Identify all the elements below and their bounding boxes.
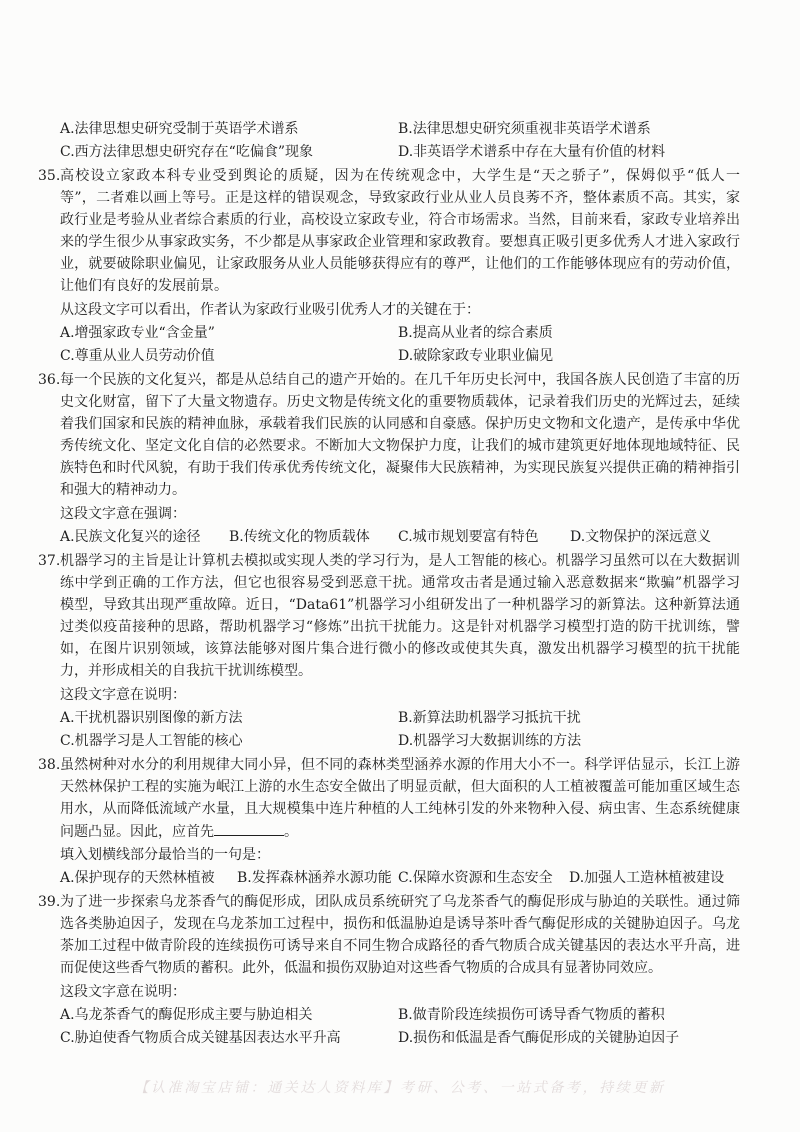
question-37: [38, 550, 740, 752]
option-c: C.保障水资源和生态安全: [398, 870, 553, 886]
option-a: A.保护现存的天然林植被: [60, 870, 215, 886]
stem-line: 如，在图片识别领域，该算法能够对图片集合进行微小的修改或使其失真，激发出机器学习模型的抗干扰能: [60, 641, 740, 657]
question-prompt: 这段文字意在说明：: [60, 687, 186, 703]
question-options: [60, 526, 740, 548]
option-c: C.西方法律思想史研究存在“吃偏食”现象: [60, 144, 313, 160]
stem-line: [60, 820, 740, 842]
question-stem: [60, 550, 740, 682]
stem-line: 让他们有良好的发展前景。: [60, 278, 228, 294]
stem-line: 着我们国家和民族的精神血脉，承载着我们民族的认同感和自豪感。保护历史文物和文化遗产，是传承中华优: [60, 416, 740, 432]
option-a: A.法律思想史研究受制于英语学术谱系: [60, 121, 299, 137]
option-b: B.发挥森林涵养水源功能: [237, 870, 392, 886]
question-stem: [60, 891, 740, 979]
option-d: D.文物保护的深远意义: [570, 529, 712, 545]
question-prompt: 这段文字意在强调：: [60, 506, 186, 522]
question-stem: [60, 369, 740, 501]
option-a: A.民族文化复兴的途径: [60, 529, 201, 545]
stem-line: 等”，二者难以画上等号。正是这样的错误观念，导致家政行业从业人员良莠不齐，整体素质不高。其实，家: [60, 190, 740, 206]
stem-line: 每一个民族的文化复兴，都是从总结自己的遗产开始的。在几千年历史长河中，我国各族人民创造了丰富的历: [60, 372, 740, 388]
option-d: D.加强人工造林植被建设: [569, 870, 725, 886]
stem-line: 机器学习的主旨是让计算机去模拟或实现人类的学习行为，是人工智能的核心。机器学习虽然可以在大数据训: [60, 553, 740, 569]
question-number: 37.: [38, 553, 61, 569]
stem-line: 和强大的精神动力。: [60, 482, 186, 498]
question-number: 39.: [38, 894, 61, 910]
option-d: D.损伤和低温是香气酶促形成的关键胁迫因子: [398, 1030, 680, 1046]
stem-line: 高校设立家政本科专业受到舆论的质疑，因为在传统观念中，大学生是“天之骄子”，保姆似乎“低人一: [60, 168, 740, 184]
option-b: B.提高从业者的综合素质: [398, 325, 553, 341]
option-row: [60, 141, 740, 163]
option-row: [60, 707, 740, 729]
option-d: D.机器学习大数据训练的方法: [398, 733, 582, 749]
question-number: 38.: [38, 757, 61, 773]
stem-line: 而促使这些香气物质的蓄积。此外，低温和损伤双胁迫对这些香气物质的合成具有显著协同效应。: [60, 960, 662, 976]
stem-line: 业，就要破除职业偏见，让家政服务从业人员能够获得应有的尊严，让他们的工作能够体现应有的劳动价值，: [60, 256, 740, 272]
question-34-options: [60, 118, 740, 163]
stem-line: 史文化财富，留下了大量文物遗存。历史文物是传统文化的重要物质载体，记录着我们历史的光辉过去，延续: [60, 394, 740, 410]
fill-in-blank: [214, 820, 284, 836]
option-row: [60, 345, 740, 367]
question-35: [38, 165, 740, 367]
question-prompt: 从这段文字可以看出，作者认为家政行业吸引优秀人才的关键在于：: [60, 302, 480, 318]
stem-line: 秀传统文化、坚定文化自信的必然要求。不断加大文物保护力度，让我们的城市建筑更好地体现地域特征、民: [60, 438, 740, 454]
option-c: C.胁迫使香气物质合成关键基因表达水平升高: [60, 1030, 341, 1046]
option-row: [60, 118, 740, 140]
option-c: C.城市规划要富有特色: [398, 529, 539, 545]
question-options: [60, 867, 740, 889]
option-d: D.非英语学术谱系中存在大量有价值的材料: [398, 144, 666, 160]
stem-text-after-blank: 。: [284, 824, 298, 840]
question-39: [38, 891, 740, 1049]
stem-text-before-blank: 问题凸显。因此，应首先: [60, 824, 214, 840]
stem-line: 力，并形成相关的自我抗干扰训练模型。: [60, 663, 312, 679]
question-options: [60, 1004, 740, 1049]
option-row: [60, 867, 740, 889]
question-prompt: 这段文字意在说明：: [60, 984, 186, 1000]
option-b: B.传统文化的物质载体: [229, 529, 370, 545]
question-38: [38, 754, 740, 889]
stem-line: 过类似疫苗接种的思路，帮助机器学习“修炼”出抗干扰能力。这是针对机器学习模型打造的防干扰训练，譬: [60, 619, 740, 635]
stem-line: 族特色和时代风貌，有助于我们传承优秀传统文化，凝聚伟大民族精神，为实现民族复兴提供正确的精神指引: [60, 460, 740, 476]
option-a: A.乌龙茶香气的酶促形成主要与胁迫相关: [60, 1007, 313, 1023]
footer-watermark: 【认准淘宝店铺：通关达人资料库】考研、公考、一站式备考，持续更新: [134, 1080, 666, 1096]
option-c: C.尊重从业人员劳动价值: [60, 348, 215, 364]
question-36: [38, 369, 740, 548]
exam-page: [38, 118, 740, 1049]
question-prompt: 填入划横线部分最恰当的一句是：: [60, 847, 270, 863]
option-d: D.破除家政专业职业偏见: [398, 348, 554, 364]
option-c: C.机器学习是人工智能的核心: [60, 733, 243, 749]
option-b: B.法律思想史研究须重视非英语学术谱系: [398, 121, 651, 137]
stem-line: 来的学生很少从事家政实务，不少都是从事家政企业管理和家政教育。要想真正吸引更多优秀人才进入家政行: [60, 234, 740, 250]
question-stem: [60, 165, 740, 297]
option-row: [60, 1004, 740, 1026]
option-b: B.做青阶段连续损伤可诱导香气物质的蓄积: [398, 1007, 665, 1023]
question-options: [60, 707, 740, 752]
question-options: [60, 322, 740, 367]
stem-line: 用水，从而降低流域产水量，且大规模集中连片种植的人工纯林引发的外来物种入侵、病虫害、生态系统健康: [60, 801, 740, 817]
stem-line: 为了进一步探索乌龙茶香气的酶促形成，团队成员系统研究了乌龙茶香气的酶促形成与胁迫的关联性。通过筛: [60, 894, 740, 910]
stem-line: 虽然树种对水分的利用规律大同小异，但不同的森林类型涵养水源的作用大小不一。科学评估显示，长江上游: [60, 757, 740, 773]
option-row: [60, 322, 740, 344]
stem-line: 选各类胁迫因子，发现在乌龙茶加工过程中，损伤和低温胁迫是诱导茶叶香气酶促形成的关键胁迫因子。乌龙: [60, 916, 740, 932]
option-b: B.新算法助机器学习抵抗干扰: [398, 710, 581, 726]
question-number: 36.: [38, 372, 61, 388]
option-row: [60, 730, 740, 752]
question-number: 35.: [38, 168, 61, 184]
option-a: A.干扰机器识别图像的新方法: [60, 710, 243, 726]
question-stem: [60, 754, 740, 842]
stem-line: 天然林保护工程的实施为岷江上游的水生态安全做出了明显贡献，但大面积的人工植被覆盖可能加重区域生态: [60, 779, 740, 795]
stem-line: 模型，导致其出现严重故障。近日，“Data61”机器学习小组研发出了一种机器学习的新算法。这种新算法通: [60, 597, 740, 613]
option-row: [60, 526, 740, 548]
stem-line: 练中学到正确的工作方法，但它也很容易受到恶意干扰。通常攻击者是通过输入恶意数据来“欺骗”机器学习: [60, 575, 740, 591]
stem-line: 茶加工过程中做青阶段的连续损伤可诱导来自不同生物合成路径的香气物质合成关键基因的表达水平升高，进: [60, 938, 740, 954]
option-a: A.增强家政专业“含金量”: [60, 325, 215, 341]
option-row: [60, 1027, 740, 1049]
stem-line: 政行业是考验从业者综合素质的行业，高校设立家政专业，符合市场需求。当然，目前来看，家政专业培养出: [60, 212, 740, 228]
